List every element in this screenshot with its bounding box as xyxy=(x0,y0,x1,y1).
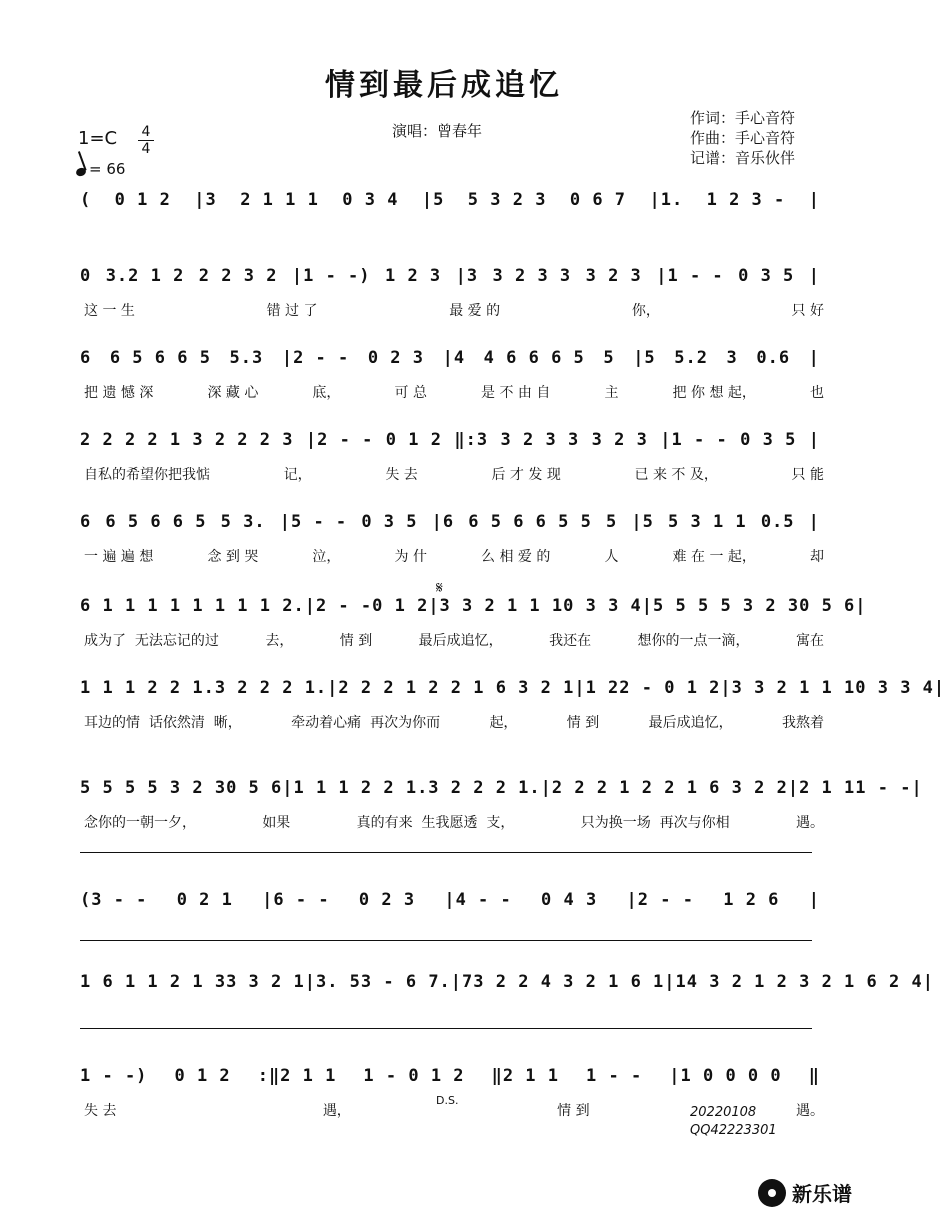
footer-date: 20220108 xyxy=(690,1105,757,1120)
transcriber-credit: 记谱：音乐伙伴 xyxy=(690,149,796,167)
notation-group: |4 xyxy=(442,348,466,368)
lyric-segment: 成为了 无法忘记的过 xyxy=(84,633,219,649)
notation-group: 0 3 3 4 xyxy=(563,596,642,616)
notation-group: 3 2 2 4 3 2 1 6 1 xyxy=(473,972,665,992)
lyric-segment: 也 xyxy=(809,385,824,401)
notation-group: 6 xyxy=(80,512,92,532)
notation-group: |6 - - xyxy=(262,890,330,910)
section-divider xyxy=(80,940,812,941)
footer-info xyxy=(690,1104,777,1140)
notation-group: 3 2 3 3 xyxy=(500,430,580,450)
notation-group: |3 xyxy=(455,266,479,286)
tempo-marking xyxy=(76,160,125,178)
lyric-segment: 想你的一点一滴， xyxy=(637,633,750,649)
notation-group: |1 0 0 0 0 xyxy=(669,1066,782,1086)
notation-group: |1 - -) xyxy=(291,266,371,286)
notation-group: 1 1 1 2 2 1.3 2 2 2 1. xyxy=(80,678,328,698)
notation-group: 0 2 3 xyxy=(367,348,425,368)
notation-group: 6 5 6 6 5 xyxy=(105,512,207,532)
logo-text: 新乐谱 xyxy=(792,1182,852,1206)
lyric-segment: 情 到 xyxy=(339,633,373,649)
meter-bottom: 4 xyxy=(141,141,151,157)
lyric-segment: 深 藏 心 xyxy=(207,385,259,401)
lyric-segment: 只为换一场 再次与你相 xyxy=(580,815,730,831)
lyric-segment: 只 能 xyxy=(791,467,824,483)
notation-row xyxy=(80,348,820,370)
notation-group: 1 2 3 xyxy=(384,266,442,286)
notation-group: ( xyxy=(80,190,92,210)
site-logo xyxy=(758,1178,852,1207)
notation-group: |7 xyxy=(450,972,474,992)
notation-group: | xyxy=(808,266,820,286)
notation-group: 5.2 xyxy=(674,348,708,368)
notation-group: 5 3. xyxy=(220,512,266,532)
notation-group: 5.3 xyxy=(229,348,264,368)
page-title: 情到最后成追忆 xyxy=(325,68,563,103)
notation-group: 0 3 4 xyxy=(342,190,399,210)
notation-group: |3 3 2 1 1 1 xyxy=(720,678,856,698)
lyric-segment: 人 xyxy=(604,549,619,565)
notation-group: | xyxy=(855,596,867,616)
notation-group: 0 1 2 xyxy=(372,596,429,616)
lyric-segment: 已 来 不 及， xyxy=(634,467,718,483)
notation-group: 3 2 3 3 xyxy=(492,266,572,286)
notation-group: 0 3 5 xyxy=(740,430,797,450)
notation-group: 6 1 1 1 1 1 1 1 1 2. xyxy=(80,596,305,616)
notation-row xyxy=(80,972,934,994)
lyric-segment: 耳边的情 话依然清 晰， xyxy=(84,715,242,731)
lyric-segment: 你， xyxy=(631,303,660,319)
lyric-segment: 最后成追忆， xyxy=(418,633,503,649)
lyric-segment: 难 在 一 起， xyxy=(672,549,756,565)
lyricist-credit: 作词：手心音符 xyxy=(690,109,796,127)
credits xyxy=(690,108,795,168)
notation-group: |2 2 2 1 2 2 1 6 3 2 1 xyxy=(327,678,575,698)
notation-group: | xyxy=(808,512,820,532)
notation-group: | xyxy=(808,190,820,210)
notation-group: |2 1 1 xyxy=(787,778,856,798)
key-signature: 1=C xyxy=(78,128,118,149)
lyric-segment: 却 xyxy=(809,549,824,565)
lyric-segment: 我还在 xyxy=(549,633,592,649)
notation-group: |1 - - xyxy=(660,430,728,450)
lyric-segment: 起， xyxy=(489,715,518,731)
segno-sign: 𝄋 xyxy=(436,578,443,597)
notation-group: |1 - - xyxy=(656,266,724,286)
lyric-segment: 错 过 了 xyxy=(266,303,318,319)
lyric-segment: 去， xyxy=(265,633,294,649)
notation-group: 0 3 5 xyxy=(361,512,418,532)
lyric-segment: 把 遗 憾 深 xyxy=(84,385,154,401)
lyric-segment: 失 去 xyxy=(385,467,418,483)
notation-row xyxy=(80,596,867,618)
notation-group: :‖2 1 1 xyxy=(257,1066,337,1086)
lyric-segment: 遇。 xyxy=(795,1103,824,1119)
lyric-segment: 如果 xyxy=(262,815,291,831)
notation-group: |2 - - xyxy=(281,348,350,368)
notation-group: 1 - - xyxy=(855,778,912,798)
notation-group: | xyxy=(922,972,934,992)
notation-row xyxy=(80,190,820,212)
notation-group: 3 2 3 xyxy=(591,430,648,450)
notation-row xyxy=(80,266,820,288)
lyric-segment: 情 到 xyxy=(566,715,600,731)
notation-group: 0.5 xyxy=(760,512,795,532)
lyric-segment: 情 到 xyxy=(557,1103,590,1119)
lyric-segment: 只 好 xyxy=(791,303,824,319)
notation-group: 4 6 6 6 5 xyxy=(483,348,585,368)
notation-group: 5 5 5 5 3 2 3 xyxy=(80,778,227,798)
notation-group: 5 3 2 3 xyxy=(467,190,547,210)
notation-group: ‖2 1 1 xyxy=(491,1066,559,1086)
notation-group: 2 2 3 2 xyxy=(198,266,278,286)
lyric-segment: 念 到 哭 xyxy=(207,549,259,565)
notation-group: | xyxy=(808,348,820,368)
notation-group: 0 3 5 xyxy=(738,266,795,286)
lyric-segment: 寓在 xyxy=(795,633,824,649)
notation-group: |1. xyxy=(649,190,684,210)
notation-group: 1 2 3 - xyxy=(706,190,786,210)
singer-credit: 演唱：曾春年 xyxy=(392,122,483,140)
notation-group: (3 - - xyxy=(80,890,148,910)
lyric-segment: 泣， xyxy=(312,549,341,565)
notation-group: 3 2 3 xyxy=(585,266,642,286)
lyric-segment: 一 遍 遍 想 xyxy=(84,549,154,565)
notation-group: |5 xyxy=(631,512,654,532)
lyric-segment: 牵动着心痛 再次为你而 xyxy=(291,715,441,731)
notation-group: |5 - - xyxy=(279,512,348,532)
notation-group: |1 1 1 2 2 1.3 2 2 2 1. xyxy=(282,778,541,798)
notation-group: | xyxy=(933,678,945,698)
notation-group: |5 5 5 5 3 2 3 xyxy=(641,596,800,616)
disc-icon xyxy=(758,1179,786,1207)
lyric-segment: 为 什 xyxy=(394,549,427,565)
lyric-row xyxy=(84,812,824,832)
notation-group: 0 3 3 4 xyxy=(855,678,934,698)
notation-group: |2 - - xyxy=(626,890,694,910)
lyric-segment: 真的有来 生我愿透 支， xyxy=(356,815,515,831)
notation-group: 3 - 6 7. xyxy=(360,972,451,992)
footer-qq: QQ42223301 xyxy=(690,1123,777,1138)
notation-group: 1 2 6 xyxy=(723,890,780,910)
lyric-segment: 么 相 爱 的 xyxy=(481,549,551,565)
composer-credit: 作曲：手心音符 xyxy=(690,129,796,147)
notation-group: |1 xyxy=(664,972,687,992)
notation-group: 1 - -) xyxy=(80,1066,148,1086)
tempo-value: = 66 xyxy=(89,160,126,178)
notation-group: 3 3 2 1 xyxy=(226,972,305,992)
lyric-segment: 念你的一朝一夕， xyxy=(84,815,196,831)
notation-group: |2 2 2 1 2 2 1 6 3 2 2 xyxy=(540,778,788,798)
quarter-note-icon xyxy=(75,167,87,178)
notation-group: 1 6 1 1 2 1 3 xyxy=(80,972,227,992)
lyric-row xyxy=(84,546,824,566)
notation-group: |3 3 2 1 1 1 xyxy=(428,596,564,616)
notation-group: 5 3 1 1 xyxy=(668,512,747,532)
lyric-row xyxy=(84,712,824,732)
lyric-segment: 我熬着 xyxy=(781,715,824,731)
notation-group: 6 5 6 6 5 5 xyxy=(468,512,592,532)
lyric-segment: 最后成追忆， xyxy=(648,715,733,731)
lyric-segment: 是 不 由 自 xyxy=(481,385,551,401)
notation-row xyxy=(80,890,820,912)
notation-group: ‖:3 xyxy=(454,430,489,450)
notation-group: 2 1 1 1 xyxy=(240,190,319,210)
notation-group: |2 - - xyxy=(305,430,374,450)
dal-segno-marking: D.S. xyxy=(436,1094,459,1107)
lyric-segment: 可 总 xyxy=(394,385,427,401)
meter-top: 4 xyxy=(138,124,154,141)
lyric-segment: 这 一 生 xyxy=(84,303,135,319)
lyric-segment: 主 xyxy=(604,385,619,401)
notation-group: |6 xyxy=(431,512,455,532)
notation-group: 0 1 2 xyxy=(174,1066,231,1086)
lyric-row xyxy=(84,464,824,484)
notation-group: ‖ xyxy=(808,1066,820,1086)
notation-group: 0 1 2 xyxy=(385,430,442,450)
notation-row xyxy=(80,430,820,452)
notation-row xyxy=(80,1066,820,1088)
notation-group: 5 xyxy=(603,348,615,368)
notation-group: 2 - 0 1 2 xyxy=(619,678,721,698)
notation-group: 5 xyxy=(606,512,618,532)
notation-group: 0 6 7 xyxy=(569,190,627,210)
notation-row xyxy=(80,778,923,800)
notation-group: 0 xyxy=(80,266,92,286)
notation-group: 1 - 0 1 2 xyxy=(363,1066,465,1086)
notation-group: 0.6 xyxy=(756,348,791,368)
lyric-segment: 最 爱 的 xyxy=(449,303,501,319)
notation-group: |5 xyxy=(633,348,656,368)
notation-group: 4 3 2 1 2 3 2 1 6 2 4 xyxy=(686,972,923,992)
notation-group: |3. 5 xyxy=(304,972,361,992)
notation-group: 0 5 6 xyxy=(799,596,856,616)
time-signature xyxy=(138,124,154,157)
notation-group: 0 2 1 xyxy=(176,890,233,910)
notation-row xyxy=(80,512,820,534)
notation-group: 0 2 3 xyxy=(358,890,416,910)
lyric-segment: 失 去 xyxy=(84,1103,117,1119)
lyric-segment: 把 你 想 起， xyxy=(672,385,756,401)
section-divider xyxy=(80,1028,812,1029)
notation-group: 0 1 2 xyxy=(114,190,171,210)
notation-row xyxy=(80,678,945,700)
lyric-segment: 后 才 发 现 xyxy=(491,467,561,483)
notation-group: 1 - - xyxy=(586,1066,643,1086)
notation-group: 3 xyxy=(726,348,738,368)
notation-group: 6 5 6 6 5 xyxy=(109,348,211,368)
lyric-segment: 自私的希望你把我惦 xyxy=(84,467,210,483)
lyric-segment: 遇。 xyxy=(795,815,824,831)
notation-group: 0 5 6 xyxy=(226,778,283,798)
lyric-segment: 底， xyxy=(312,385,341,401)
lyric-row xyxy=(84,630,824,650)
lyric-row xyxy=(84,300,824,320)
notation-group: |4 - - xyxy=(444,890,512,910)
notation-group: 2 2 2 2 1 3 2 2 2 3 xyxy=(80,430,294,450)
notation-group: |1 2 xyxy=(574,678,620,698)
notation-group: | xyxy=(911,778,923,798)
notation-group: | xyxy=(808,890,820,910)
section-divider xyxy=(80,852,812,853)
notation-group: | xyxy=(808,430,820,450)
lyric-segment: 记， xyxy=(283,467,312,483)
notation-group: |5 xyxy=(421,190,445,210)
lyric-row xyxy=(84,382,824,402)
notation-group: 6 xyxy=(80,348,92,368)
notation-group: |3 xyxy=(194,190,217,210)
notation-group: |2 - - xyxy=(304,596,373,616)
notation-group: 3.2 1 2 xyxy=(105,266,185,286)
lyric-segment: 遇， xyxy=(322,1103,351,1119)
notation-group: 0 4 3 xyxy=(541,890,598,910)
